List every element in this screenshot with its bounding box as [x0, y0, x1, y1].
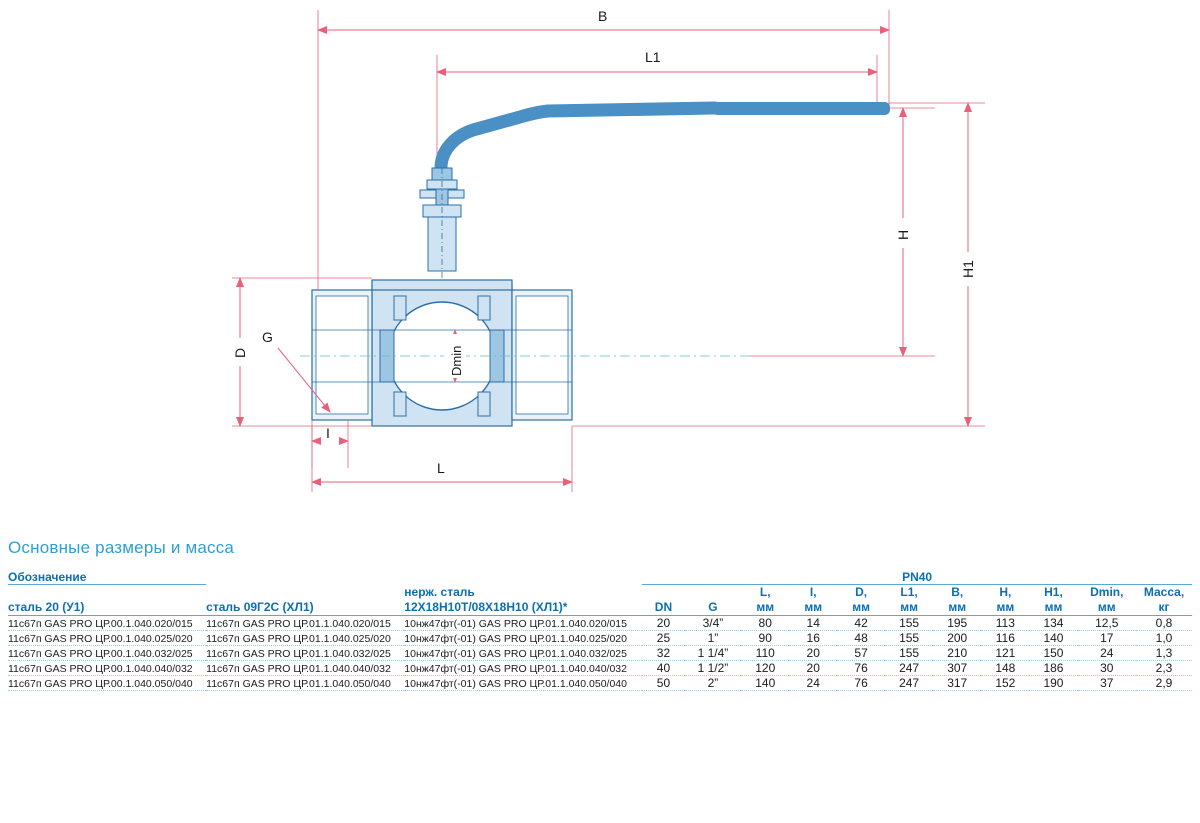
cell-i: 20: [789, 661, 837, 676]
cell-b: 195: [933, 616, 981, 631]
table-header-group-row: [8, 570, 1192, 585]
cell-b: 307: [933, 661, 981, 676]
cell-h: 148: [981, 661, 1029, 676]
cell-dn: 40: [642, 661, 685, 676]
header-h: [981, 585, 1029, 616]
cell-h: 116: [981, 631, 1029, 646]
cell-i: 20: [789, 646, 837, 661]
cell-d: 48: [837, 631, 885, 646]
dimension-label-D: D: [232, 347, 248, 358]
header-h1: [1029, 585, 1077, 616]
cell-dn: 32: [642, 646, 685, 661]
cell-designation-stainless: 10нж47фт(-01) GAS PRO ЦР.01.1.040.040/032: [404, 661, 642, 676]
cell-l: 120: [741, 661, 789, 676]
header-h1-text: H1,: [1044, 585, 1063, 599]
cell-h1: 186: [1029, 661, 1077, 676]
cell-l: 110: [741, 646, 789, 661]
dimension-label-Dmin: Dmin: [449, 345, 464, 376]
table-row: [8, 631, 1192, 646]
dimension-label-L: L: [437, 460, 445, 476]
pn-group-header: PN40: [642, 570, 1192, 585]
cell-l1: 155: [885, 631, 933, 646]
header-spacer-c: [404, 570, 642, 585]
cell-d: 76: [837, 676, 885, 691]
cell-designation-steel09g2s: 11с67п GAS PRO ЦР.01.1.040.032/025: [206, 646, 404, 661]
dimension-H1: [572, 103, 985, 426]
cell-l: 90: [741, 631, 789, 646]
cell-dn: 20: [642, 616, 685, 631]
cell-designation-steel20: 11с67п GAS PRO ЦР.00.1.040.040/032: [8, 661, 206, 676]
cell-h: 121: [981, 646, 1029, 661]
cell-designation-stainless: 10нж47фт(-01) GAS PRO ЦР.01.1.040.025/020: [404, 631, 642, 646]
section-title: Основные размеры и масса: [8, 538, 235, 557]
header-d: [837, 585, 885, 616]
cell-l1: 155: [885, 646, 933, 661]
dimension-label-B: B: [598, 8, 608, 24]
dimension-label-I: I: [326, 425, 330, 441]
cell-i: 24: [789, 676, 837, 691]
cell-l1: 247: [885, 661, 933, 676]
cell-dmin: 30: [1078, 661, 1137, 676]
cell-designation-steel09g2s: 11с67п GAS PRO ЦР.01.1.040.050/040: [206, 676, 404, 691]
dimension-H: [750, 108, 935, 356]
cell-designation-steel20: 11с67п GAS PRO ЦР.00.1.040.050/040: [8, 676, 206, 691]
cell-i: 16: [789, 631, 837, 646]
cell-mass: 0,8: [1136, 616, 1192, 631]
cell-designation-steel09g2s: 11с67п GAS PRO ЦР.01.1.040.025/020: [206, 631, 404, 646]
dimension-Dmin: [444, 330, 466, 382]
header-d-text: D,: [855, 585, 868, 599]
header-g: G: [685, 585, 741, 616]
dimension-label-G: G: [262, 329, 273, 345]
cell-d: 76: [837, 661, 885, 676]
header-mass-unit: кг: [1158, 600, 1170, 614]
cell-mass: 1,3: [1136, 646, 1192, 661]
designation-label: Обозначение: [8, 570, 206, 585]
dimension-label-L1: L1: [645, 49, 661, 65]
header-steel20: сталь 20 (У1): [8, 585, 206, 616]
header-dn: DN: [642, 585, 685, 616]
cell-dmin: 12,5: [1078, 616, 1137, 631]
header-l: [741, 585, 789, 616]
header-h-text: H,: [999, 585, 1012, 599]
cell-dmin: 37: [1078, 676, 1137, 691]
header-b: [933, 585, 981, 616]
handle-grip: [712, 102, 890, 115]
cell-g: 1 1/2”: [685, 661, 741, 676]
cell-l1: 155: [885, 616, 933, 631]
header-mass: [1136, 585, 1192, 616]
cell-d: 57: [837, 646, 885, 661]
cell-g: 1 1/4”: [685, 646, 741, 661]
table-row: [8, 646, 1192, 661]
header-stainless: [404, 585, 642, 616]
header-b-text: B,: [951, 585, 964, 599]
cell-designation-steel20: 11с67п GAS PRO ЦР.00.1.040.020/015: [8, 616, 206, 631]
cell-b: 200: [933, 631, 981, 646]
header-i-unit: мм: [804, 600, 823, 614]
dimension-label-H1: H1: [960, 260, 976, 278]
cell-h: 152: [981, 676, 1029, 691]
dimensions-table-section: [0, 520, 1200, 691]
header-l-unit: мм: [756, 600, 775, 614]
cell-g: 2”: [685, 676, 741, 691]
cell-dmin: 24: [1078, 646, 1137, 661]
header-l1: [885, 585, 933, 616]
cell-g: 3/4”: [685, 616, 741, 631]
cell-mass: 2,9: [1136, 676, 1192, 691]
cell-designation-steel09g2s: 11с67п GAS PRO ЦР.01.1.040.040/032: [206, 661, 404, 676]
valve-handle: [441, 102, 890, 170]
cell-dn: 50: [642, 676, 685, 691]
table-row: [8, 616, 1192, 631]
header-steel09g2s: сталь 09Г2С (ХЛ1): [206, 585, 404, 616]
dimension-I: [312, 420, 348, 468]
cell-dmin: 17: [1078, 631, 1137, 646]
header-spacer-b: [206, 570, 404, 585]
cell-l: 140: [741, 676, 789, 691]
header-l1-text: L1,: [900, 585, 918, 599]
header-dmin-text: Dmin,: [1090, 585, 1124, 599]
cell-l: 80: [741, 616, 789, 631]
header-i: [789, 585, 837, 616]
cell-l1: 247: [885, 676, 933, 691]
header-stainless-line1: нерж. сталь: [404, 585, 475, 599]
cell-dn: 25: [642, 631, 685, 646]
header-h1-unit: мм: [1044, 600, 1063, 614]
dimension-label-H: H: [895, 229, 911, 240]
header-mass-text: Масса,: [1143, 585, 1185, 599]
valve-body: [300, 280, 750, 426]
dimensions-table: [8, 570, 1192, 691]
cell-designation-steel20: 11с67п GAS PRO ЦР.00.1.040.032/025: [8, 646, 206, 661]
cell-mass: 2,3: [1136, 661, 1192, 676]
header-d-unit: мм: [852, 600, 870, 614]
header-l-text: L,: [759, 585, 771, 599]
cell-designation-steel20: 11с67п GAS PRO ЦР.00.1.040.025/020: [8, 631, 206, 646]
cell-g: 1”: [685, 631, 741, 646]
cell-h1: 150: [1029, 646, 1077, 661]
cell-i: 14: [789, 616, 837, 631]
cell-h1: 140: [1029, 631, 1077, 646]
cell-h: 113: [981, 616, 1029, 631]
header-dmin: [1078, 585, 1137, 616]
cell-b: 210: [933, 646, 981, 661]
cell-h1: 134: [1029, 616, 1077, 631]
header-dmin-unit: мм: [1097, 600, 1116, 614]
dimension-L: [312, 426, 572, 492]
cell-designation-stainless: 10нж47фт(-01) GAS PRO ЦР.01.1.040.032/025: [404, 646, 642, 661]
cell-b: 317: [933, 676, 981, 691]
cell-mass: 1,0: [1136, 631, 1192, 646]
cell-designation-stainless: 10нж47фт(-01) GAS PRO ЦР.01.1.040.050/040: [404, 676, 642, 691]
header-stainless-line2: 12Х18Н10Т/08Х18Н10 (ХЛ1)*: [404, 600, 568, 614]
cell-d: 42: [837, 616, 885, 631]
table-body: [8, 616, 1192, 691]
cell-h1: 190: [1029, 676, 1077, 691]
table-row: [8, 661, 1192, 676]
cell-designation-steel09g2s: 11с67п GAS PRO ЦР.01.1.040.020/015: [206, 616, 404, 631]
dimension-B: [318, 6, 889, 300]
table-row: [8, 676, 1192, 691]
header-h-unit: мм: [996, 600, 1015, 614]
header-i-text: I,: [809, 585, 817, 599]
table-header-row: [8, 585, 1192, 616]
header-b-unit: мм: [948, 600, 967, 614]
header-l1-unit: мм: [900, 600, 918, 614]
cell-designation-stainless: 10нж47фт(-01) GAS PRO ЦР.01.1.040.020/015: [404, 616, 642, 631]
